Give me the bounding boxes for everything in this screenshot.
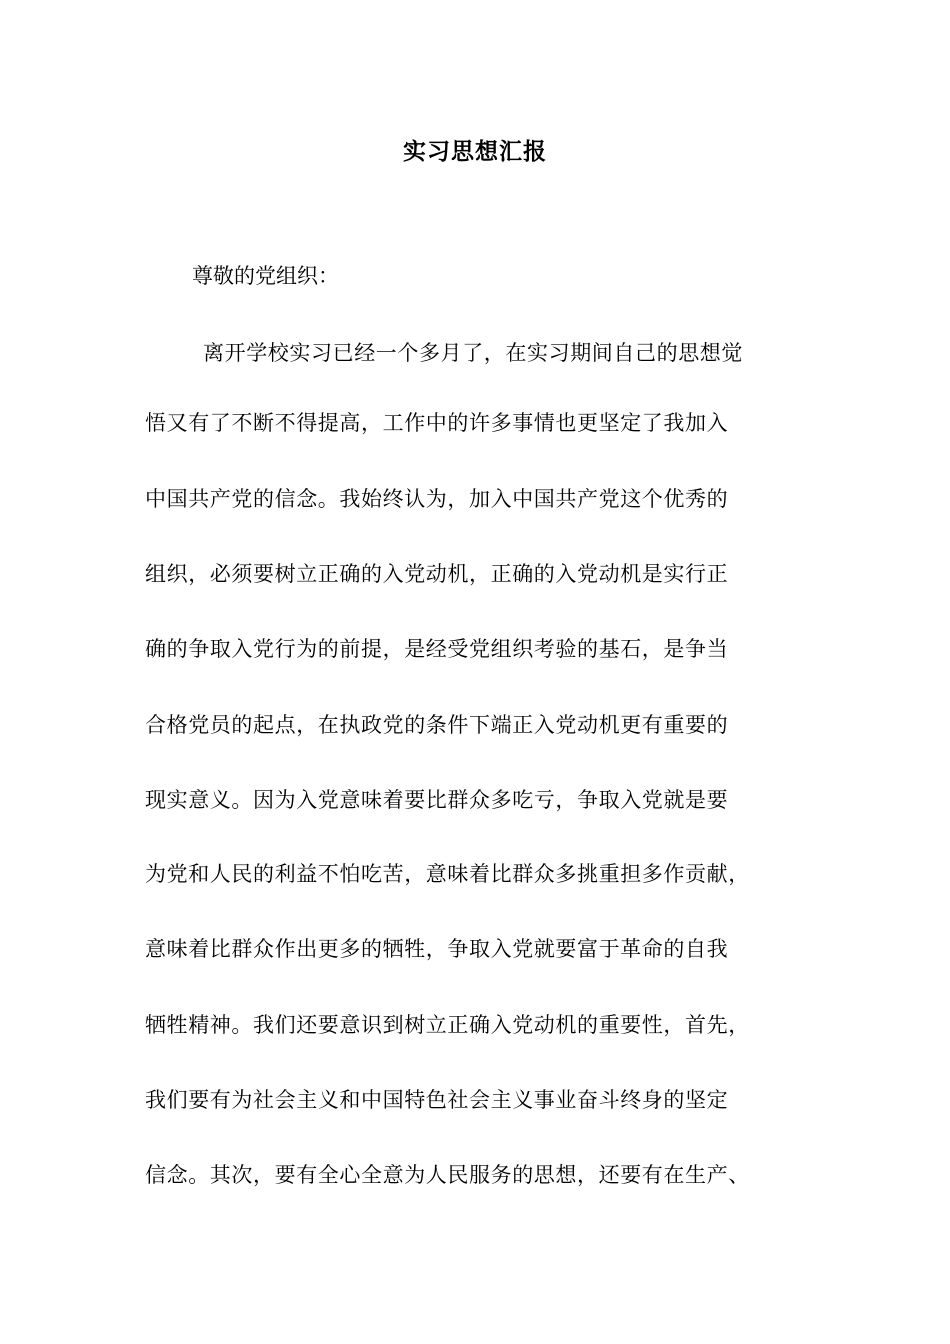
- paragraph-line-4: 组织，必须要树立正确的入党动机，正确的入党动机是实行正: [145, 562, 729, 586]
- paragraph-line-1: 离开学校实习已经一个多月了，在实习期间自己的思想觉: [203, 341, 743, 365]
- paragraph-line-10: 牺牲精神。我们还要意识到树立正确入党动机的重要性，首先，: [145, 1013, 750, 1037]
- salutation: 尊敬的党组织：: [192, 264, 339, 288]
- paragraph-line-8: 为党和人民的利益不怕吃苦，意味着比群众多挑重担多作贡献，: [145, 862, 750, 886]
- paragraph-line-2: 悟又有了不断不得提高，工作中的许多事情也更坚定了我加入: [145, 411, 729, 435]
- paragraph-line-3: 中国共产党的信念。我始终认为，加入中国共产党这个优秀的: [145, 487, 729, 511]
- paragraph-line-9: 意味着比群众作出更多的牺牲，争取入党就要富于革命的自我: [145, 937, 729, 961]
- paragraph-line-5: 确的争取入党行为的前提，是经受党组织考验的基石，是争当: [145, 637, 729, 661]
- paragraph-line-6: 合格党员的起点，在执政党的条件下端正入党动机更有重要的: [145, 713, 729, 737]
- paragraph-line-12: 信念。其次，要有全心全意为人民服务的思想，还要有在生产、: [145, 1163, 750, 1187]
- paragraph-line-7: 现实意义。因为入党意味着要比群众多吃亏，争取入党就是要: [145, 788, 729, 812]
- document-title: 实习思想汇报: [403, 139, 547, 165]
- paragraph-line-11: 我们要有为社会主义和中国特色社会主义事业奋斗终身的坚定: [145, 1088, 729, 1112]
